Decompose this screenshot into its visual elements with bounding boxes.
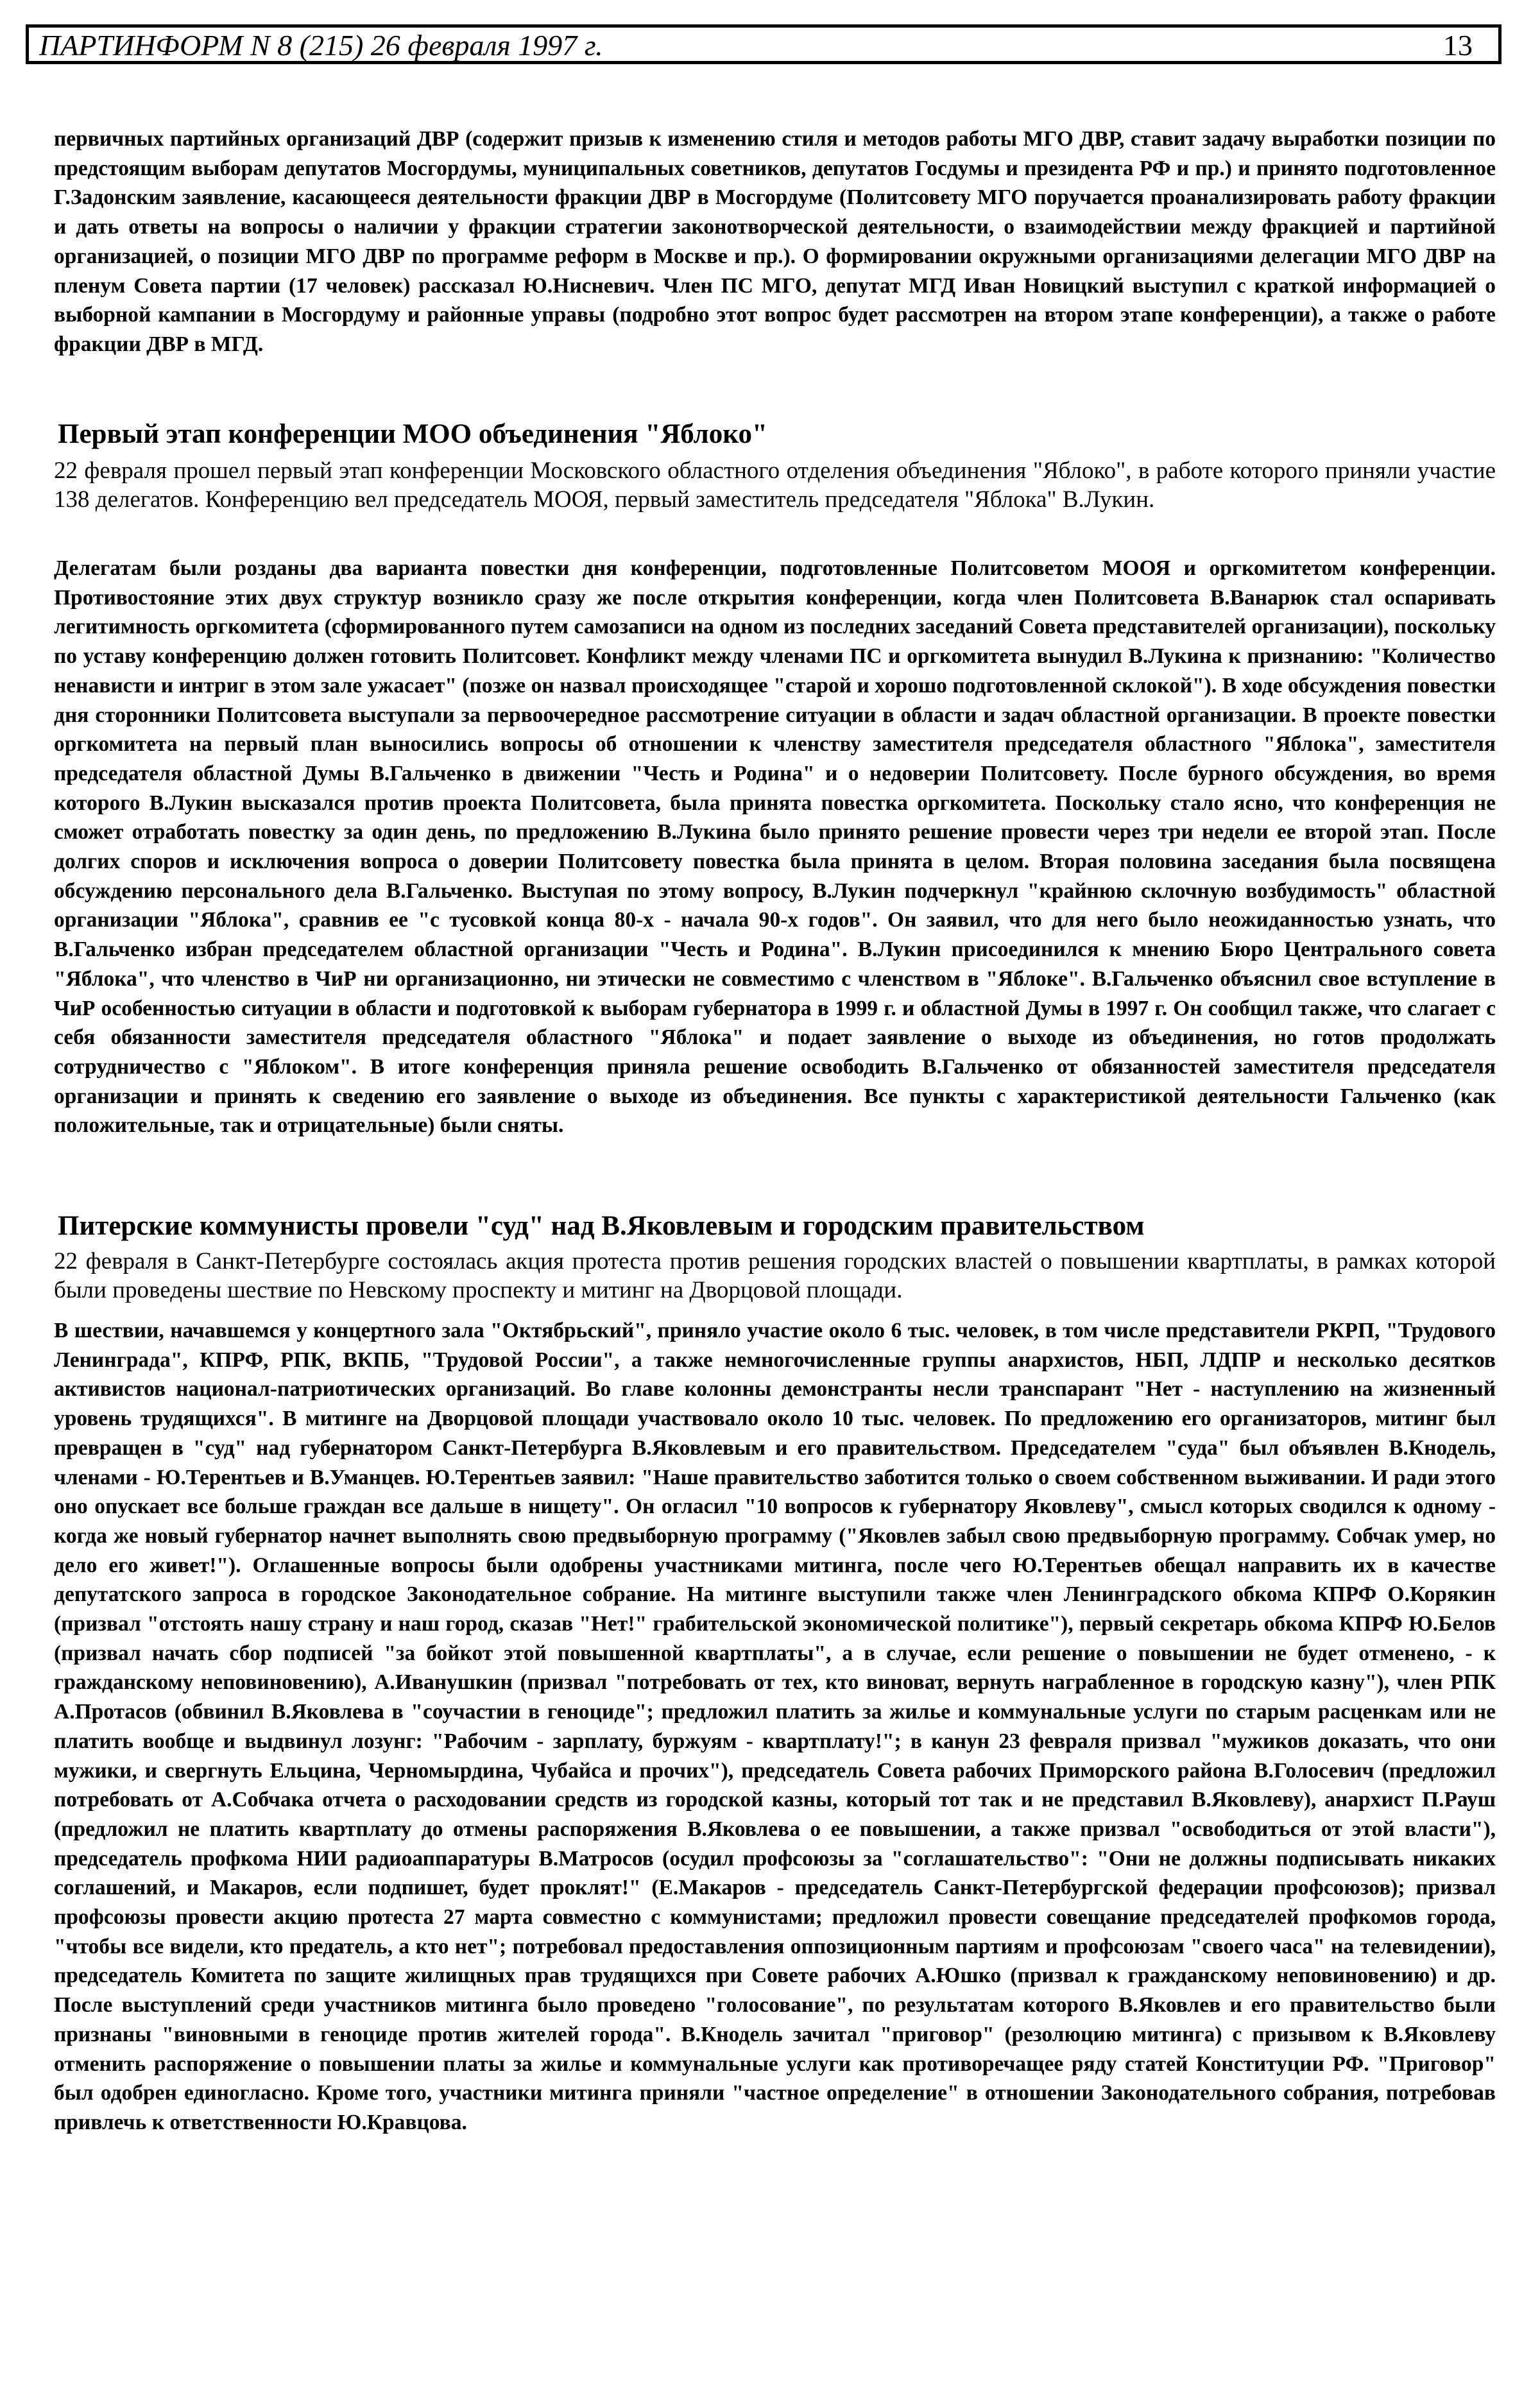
page-header (26, 24, 1502, 64)
article-body-yabloko: Делегатам были розданы два варианта повестки дня конференции, подготовленные Политсоветом МООЯ и оргкомитетом конференции. Противостояние этих двух структур возникло сразу же после открытия конференции, когда член Политсовета В.Ванарюк стал оспаривать легитимность оргкомитета (сформированного путем самозаписи на одном из последних заседаний Совета представителей организации), поскольку по уставу конференцию должен готовить Политсовет. Конфликт между членами ПС и оргкомитета вынудил В.Лукина к признанию: "Количество ненависти и интриг в этом зале ужасает" (позже он назвал происходящее "старой и хорошо подготовленной склокой"). В ходе обсуждения повестки дня сторонники Политсовета выступали за первоочередное рассмотрение ситуации в области и задач областной организации. В проекте повестки оргкомитета на первый план выносились вопросы об отношении к членству заместителя председателя областного "Яблока", заместителя председателя областной Думы В.Гальченко в движении "Честь и Родина" и о недоверии Политсовету. После бурного обсуждения, во время которого В.Лукин высказался против проекта Политсовета, была принята повестка оргкомитета. Поскольку стало ясно, что конференция не сможет отработать повестку за один день, по предложению В.Лукина было принято решение провести через три недели ее второй этап. После долгих споров и исключения вопроса о доверии Политсовету повестка была принята в целом. Вторая половина заседания была посвящена обсуждению персонального дела В.Гальченко. Выступая по этому вопросу, В.Лукин подчеркнул "крайнюю склочную возбудимость" областной организации "Яблока", сравнив ее "с тусовкой конца 80-х - начала 90-х годов". Он заявил, что для него было неожиданностью узнать, что В.Гальченко избран председателем областной организации "Честь и Родина". В.Лукин присоединился к мнению Бюро Центрального совета "Яблока", что членство в ЧиР ни организационно, ни этически не совместимо с членством в "Яблоке". В.Гальченко объяснил свое вступление в ЧиР особенностью ситуации в области и подготовкой к выборам губернатора в 1999 г. и областной Думы в 1997 г. Он сообщил также, что слагает с себя обязанности заместителя председателя областного "Яблока" и подает заявление о выходе из объединения, но готов продолжать сотрудничество с "Яблоком". В итоге конференция приняла решение освободить В.Гальченко от обязанностей заместителя председателя организации и принять к сведению его заявление о выходе из объединения. Все пункты с характеристикой деятельности Гальченко (как положительные, так и отрицательные) были сняты. (54, 556, 1496, 1138)
page-number: 13 (1443, 29, 1473, 62)
article-heading-petersburg: Питерские коммунисты провели "суд" над В.Яковлевым и городским правительством (58, 1211, 1145, 1241)
article-body-petersburg: В шествии, начавшемся у концертного зала "Октябрьский", приняло участие около 6 тыс. человек, в том числе представители РКРП, "Трудового Ленинграда", КПРФ, РПК, ВКПБ, "Трудовой России", а также немногочисленные группы анархистов, НБП, ЛДПР и несколько десятков активистов национал-патриотических организаций. Во главе колонны демонстранты несли транспарант "Нет - наступлению на жизненный уровень трудящихся". В митинге на Дворцовой площади участвовало около 10 тыс. человек. По предложению его организаторов, митинг был превращен в "суд" над губернатором Санкт-Петербурга В.Яковлевым и его правительством. Председателем "суда" был объявлен В.Кнодель, членами - Ю.Терентьев и В.Уманцев. Ю.Терентьев заявил: "Наше правительство заботится только о своем собственном выживании. И ради этого оно опускает все больше граждан все дальше в нищету". Он огласил "10 вопросов к губернатору Яковлеву", смысл которых сводился к одному - когда же новый губернатор начнет выполнять свою предвыборную программу ("Яковлев забыл свою предвыборную программу. Собчак умер, но дело его живет!"). Оглашенные вопросы были одобрены участниками митинга, после чего Ю.Терентьев обещал направить их в качестве депутатского запроса в городское Законодательное собрание. На митинге выступили также член Ленинградского обкома КПРФ О.Корякин (призвал "отстоять нашу страну и наш город, сказав "Нет!" грабительской экономической политике"), первый секретарь обкома КПРФ Ю.Белов (призвал начать сбор подписей "за бойкот этой повышенной квартплаты", а в случае, если решение о повышении не будет отменено, - к гражданскому неповиновению), А.Иванушкин (призвал "потребовать от тех, кто виноват, вернуть награбленное в городскую казну"), член РПК А.Протасов (обвинил В.Яковлева в "соучастии в геноциде"; предложил платить за жилье и коммунальные услуги по старым расценкам или не платить вообще и выдвинул лозунг: "Рабочим - зарплату, буржуям - квартплату!"; в канун 23 февраля призвал "мужиков доказать, что они мужики, и свергнуть Ельцина, Черномырдина, Чубайса и прочих"), председатель Совета рабочих Приморского района В.Голосевич (предложил потребовать от А.Собчака отчета о расходовании средств из городской казны, который тот так и не представил В.Яковлеву), анархист П.Рауш (предложил не платить квартплату до отмены распоряжения В.Яковлева о ее повышении, а также призвал "освободиться от этой власти"), председатель профкома НИИ радиоаппаратуры В.Матросов (осудил профсоюзы за "соглашательство": "Они не должны подписывать никаких соглашений, и Макаров, если подпишет, будет проклят!" (Е.Макаров - председатель Санкт-Петербургской федерации профсоюзов); призвал профсоюзы провести акцию протеста 27 марта совместно с коммунистами; предложил провести совещание председателей профкомов города, "чтобы все видели, кто предатель, а кто нет"; потребовал предоставления оппозиционным партиям и профсоюзам "своего часа" на телевидении), председатель Комитета по защите жилищных прав трудящихся при Совете рабочих А.Юшко (призвал к гражданскому неповиновению) и др. После выступлений среди участников митинга было проведено "голосование", по результатам которого В.Яковлев и его правительство были признаны "виновными в геноциде против жителей города". В.Кнодель зачитал "приговор" (резолюцию митинга) с призывом к В.Яковлеву отменить распоряжение о повышении платы за жилье и коммунальные услуги как противоречащее ряду статей Конституции РФ. "Приговор" был одобрен единогласно. Кроме того, участники митинга приняли "частное определение" в отношении Законодательного собрания, потребовав привлечь к ответственности Ю.Кравцова. (54, 1319, 1496, 2134)
article-lead-yabloko: 22 февраля прошел первый этап конференции Московского областного отделения объединения "Яблоко", в работе которого приняли участие 138 делегатов. Конференцию вел председатель МООЯ, первый заместитель председателя "Яблока" В.Лукин. (54, 458, 1496, 513)
article-lead-petersburg: 22 февраля в Санкт-Петербурге состоялась акция протеста против решения городских властей о повышении квартплаты, в рамках которой были проведены шествие по Невскому проспекту и митинг на Дворцовой площади. (54, 1248, 1496, 1303)
article-continuation-body: первичных партийных организаций ДВР (содержит призыв к изменению стиля и методов работы МГО ДВР, ставит задачу выработки позиции по предстоящим выборам депутатов Мосгордумы, муниципальных советников, депутатов Госдумы и президента РФ и пр.) и принято подготовленное Г.Задонским заявление, касающееся деятельности фракции ДВР в Мосгордуме (Политсовету МГО поручается проанализировать работу фракции и дать ответы на вопросы о наличии у фракции стратегии законотворческой деятельности, о взаимодействии между фракцией и партийной организацией, о позиции МГО ДВР по программе реформ в Москве и пр.). О формировании окружными организациями делегации МГО ДВР на пленум Совета партии (17 человек) рассказал Ю.Нисневич. Член ПС МГО, депутат МГД Иван Новицкий выступил с краткой информацией о выборной кампании в Мосгордуму и районные управы (подробно этот вопрос будет рассмотрен на втором этапе конференции), а также о работе фракции ДВР в МГД. (54, 127, 1496, 356)
article-heading-yabloko: Первый этап конференции МОО объединения "Яблоко" (58, 419, 767, 449)
publication-title: ПАРТИНФОРМ N 8 (215) 26 февраля 1997 г. (39, 29, 603, 62)
